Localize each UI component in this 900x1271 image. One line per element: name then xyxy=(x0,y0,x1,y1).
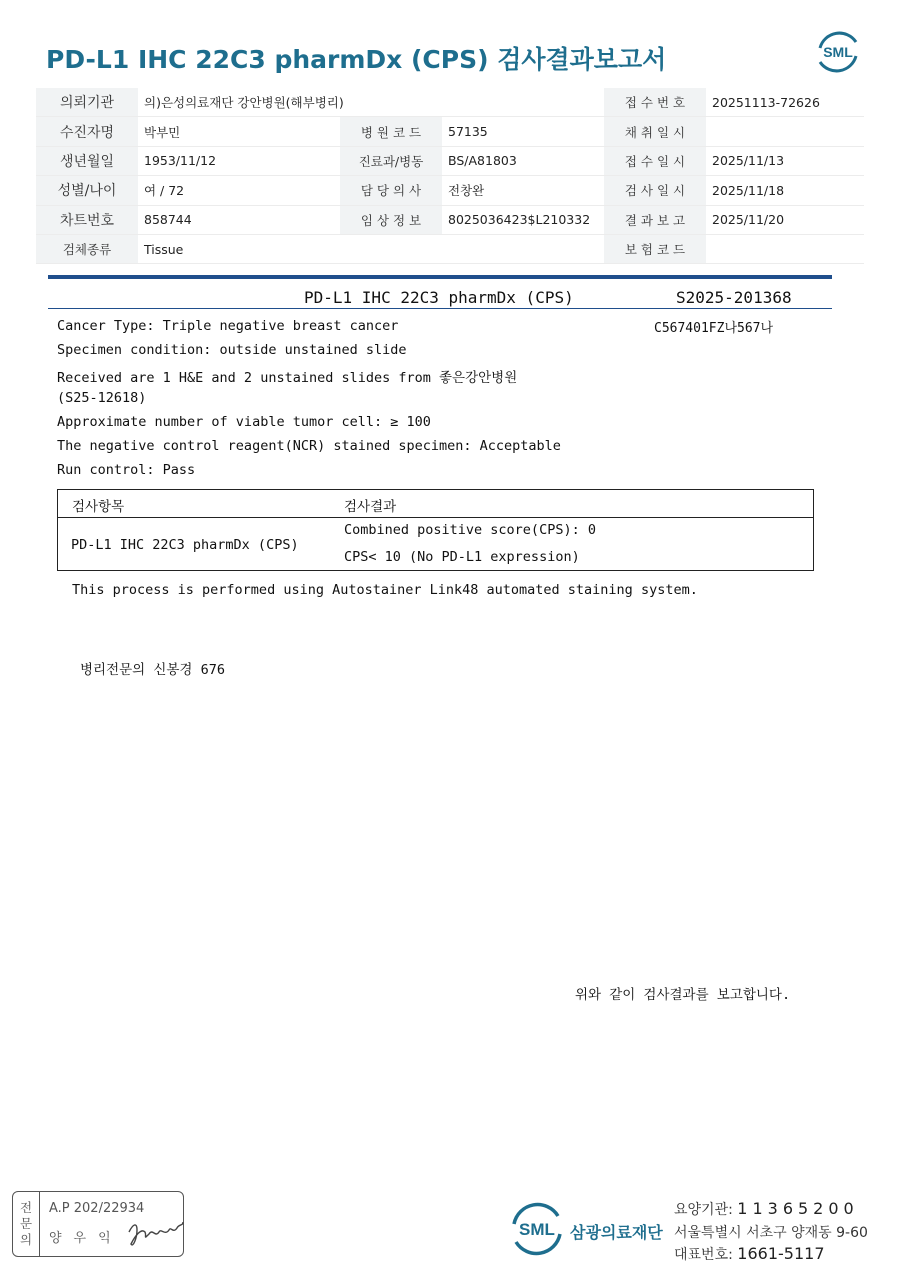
result-line: Specimen condition: outside unstained slide xyxy=(57,342,407,358)
result-line: (S25-12618) xyxy=(57,390,147,406)
collect-date-label: 채 취 일 시 xyxy=(604,117,706,146)
footer-phone-label: 대표번호: xyxy=(674,1247,733,1263)
handwritten-signature-icon xyxy=(125,1214,187,1252)
clinical-value: 8025036423$L210332 xyxy=(442,205,604,234)
dob-label: 생년월일 xyxy=(36,146,138,175)
sml-logo-icon xyxy=(814,28,862,76)
hospital-code-label: 병 원 코 드 xyxy=(340,117,442,146)
hospital-value: 의)은성의료재단 강안병원(해부병리) xyxy=(138,88,604,117)
hospital-code-value: 57135 xyxy=(442,117,604,146)
result-table-header-item: 검사항목 xyxy=(72,499,125,515)
result-line: Approximate number of viable tumor cell: ≥ 100 xyxy=(57,414,431,430)
pathologist-signature-line: 병리전문의 신봉경 676 xyxy=(80,662,225,678)
section-divider-thin xyxy=(48,308,832,309)
stamp-side-label xyxy=(13,1192,40,1256)
section-divider-thick xyxy=(48,275,832,279)
footer-logo-text: SML xyxy=(519,1220,555,1239)
receipt-date-value: 2025/11/13 xyxy=(706,146,864,175)
footer-org-name: 삼광의료재단 xyxy=(570,1223,663,1242)
patient-value: 박부민 xyxy=(138,117,340,146)
footer-phone xyxy=(674,1244,825,1264)
footer-address: 서울특별시 서초구 양재동 9-60 xyxy=(674,1225,868,1241)
dob-value: 1953/11/12 xyxy=(138,146,340,175)
stamp-side-char: 의 xyxy=(19,1232,33,1247)
result-table-header-result: 검사결과 xyxy=(344,499,397,515)
result-sample-number: S2025-201368 xyxy=(676,288,792,307)
patient-info-table xyxy=(36,88,864,264)
result-line: The negative control reagent(NCR) stained specimen: Acceptable xyxy=(57,438,561,454)
result-line: Received are 1 H&E and 2 unstained slides from 좋은강안병원 xyxy=(57,370,518,386)
stamp-license: A.P 202/22934 xyxy=(49,1201,145,1216)
result-table-result-score: Combined positive score(CPS): 0 xyxy=(344,522,596,538)
specimen-value: Tissue xyxy=(138,234,604,263)
test-date-value: 2025/11/18 xyxy=(706,176,864,205)
footer-phone-number: 1661-5117 xyxy=(737,1244,825,1263)
doctor-value: 전창완 xyxy=(442,176,604,205)
footer-institution-label: 요양기관: xyxy=(674,1202,733,1218)
specimen-label: 검체종류 xyxy=(36,234,138,263)
result-table-header xyxy=(58,490,813,518)
chart-label: 차트번호 xyxy=(36,205,138,234)
dept-label: 진료과/병동 xyxy=(340,146,442,175)
sex-age-value: 여 / 72 xyxy=(138,176,340,205)
stamp-name: 양우익 xyxy=(49,1231,123,1246)
sex-age-label: 성별/나이 xyxy=(36,176,138,205)
closing-statement: 위와 같이 검사결과를 보고합니다. xyxy=(575,987,791,1003)
sml-logo-icon xyxy=(508,1200,566,1258)
result-table-item: PD-L1 IHC 22C3 pharmDx (CPS) xyxy=(71,537,299,553)
clinical-label: 임 상 정 보 xyxy=(340,205,442,234)
result-line: Cancer Type: Triple negative breast cancer xyxy=(57,318,399,334)
insurance-value xyxy=(706,234,864,263)
report-date-label: 결 과 보 고 xyxy=(604,205,706,234)
result-line: Run control: Pass xyxy=(57,462,196,478)
patient-label: 수진자명 xyxy=(36,117,138,146)
receipt-no-label: 접 수 번 호 xyxy=(604,88,706,117)
report-date-value: 2025/11/20 xyxy=(706,205,864,234)
stamp-side-char: 전 xyxy=(19,1200,33,1215)
doctor-label: 담 당 의 사 xyxy=(340,176,442,205)
insurance-label: 보 험 코 드 xyxy=(604,234,706,263)
stamp-side-char: 문 xyxy=(19,1216,33,1231)
footer-institution xyxy=(674,1199,859,1219)
report-title: PD-L1 IHC 22C3 pharmDx (CPS) 검사결과보고서 xyxy=(46,45,667,74)
footer-institution-number: 11365200 xyxy=(737,1199,859,1218)
footer-logo xyxy=(508,1200,664,1258)
result-test-name: PD-L1 IHC 22C3 pharmDx (CPS) xyxy=(304,288,574,307)
collect-date-value xyxy=(706,117,864,146)
process-note: This process is performed using Autostainer Link48 automated staining system. xyxy=(72,582,698,598)
result-table xyxy=(57,489,814,571)
specialist-stamp xyxy=(12,1191,184,1257)
result-table-result-interpretation: CPS< 10 (No PD-L1 expression) xyxy=(344,549,580,565)
chart-value: 858744 xyxy=(138,205,340,234)
receipt-no-value: 20251113-72626 xyxy=(706,88,864,117)
test-date-label: 검 사 일 시 xyxy=(604,176,706,205)
receipt-date-label: 접 수 일 시 xyxy=(604,146,706,175)
hospital-label: 의뢰기관 xyxy=(36,88,138,117)
result-code: C567401FZ나567나 xyxy=(654,321,774,336)
dept-value: BS/A81803 xyxy=(442,146,604,175)
logo-text: SML xyxy=(823,44,853,60)
